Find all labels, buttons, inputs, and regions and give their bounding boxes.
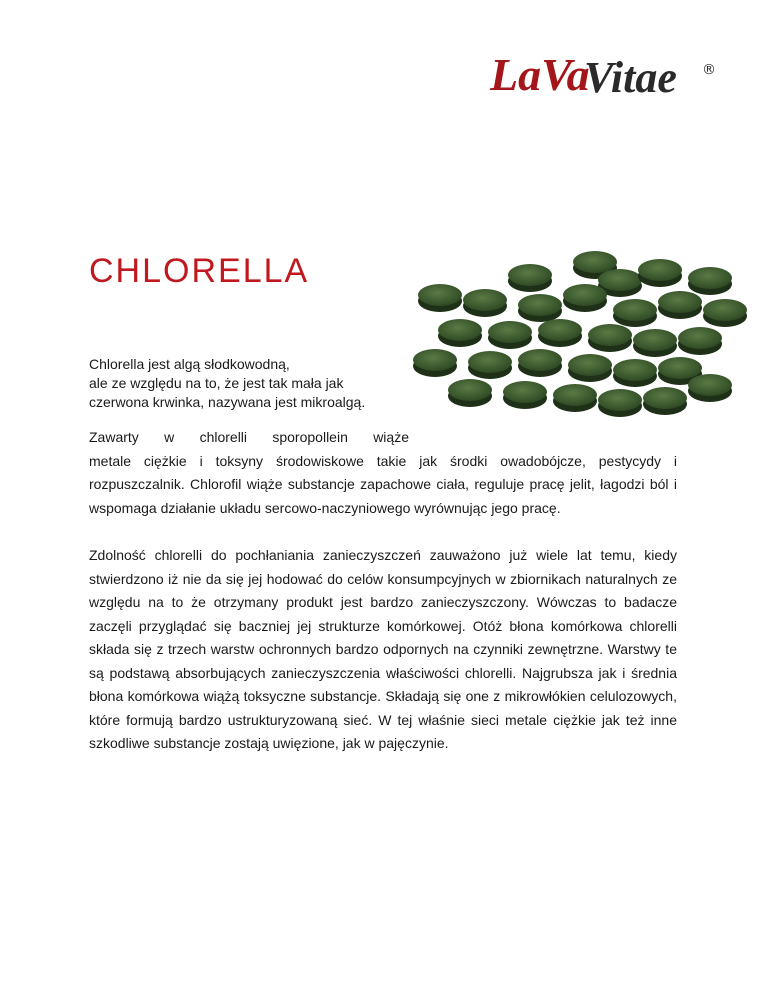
tablet: [658, 291, 702, 313]
tablet: [518, 294, 562, 316]
tablet: [643, 387, 687, 409]
tablet: [688, 267, 732, 289]
tablet: [418, 284, 462, 306]
tablet: [463, 289, 507, 311]
intro-line: Chlorella jest algą słodkowodną,: [89, 356, 290, 372]
paragraph-cell-membrane: Zdolność chlorelli do pochłaniania zanieczyszczeń zauważono już wiele lat temu, kiedy stwierdzono iż nie da się jej hodować do celów konsumpcyjnych w zbiornikach naturalnych ze względu na to że otrzymany produkt jest bardzo zanieczyszczony. Wówczas to badacze zaczęli przyglądać się baczniej jej strukturze komórkowej. Otóż błona komórkowa chlorelli składa się z trzech warstw ochronnych bardzo odpornych na czynniki zewnętrzne. Warstwy te są podstawą absorbujących zanieczyszczenia właściwości chlorelli. Najgrubsza jak i średnia błona komórkowa wiążą toksyczne substancje. Składają się one z mikrowłókien celulozowych, które formują bardzo ustrukturyzowaną sieć. W tej właśnie sieci metale ciężkie jak też inne szkodliwe substancje zostają uwięzione, jak w pajęczynie.: [89, 547, 677, 751]
tablet: [468, 351, 512, 373]
tablet: [658, 357, 702, 379]
page-title: CHLORELLA: [89, 252, 310, 290]
tablet: [638, 259, 682, 281]
paragraph-first-line: Zawarty w chlorelli sporopollein wiąże: [89, 429, 409, 445]
tablet: [678, 327, 722, 349]
tablet: [508, 264, 552, 286]
tablet: [598, 389, 642, 411]
intro-text: [89, 355, 409, 412]
tablet: [438, 319, 482, 341]
paragraph-body: metale ciężkie i toksyny środowiskowe takie jak środki owadobójcze, pestycydy i rozpuszczalnik. Chlorofil wiąże substancje zapachowe ciała, reguluje pracę jelit, łagodzi ból i wspomaga działanie układu sercowo-naczyniowego wyrównując jego pracę.: [89, 452, 677, 516]
tablet: [488, 321, 532, 343]
tablet: [553, 384, 597, 406]
tablet: [598, 269, 642, 291]
paragraph-sporopollein: [89, 426, 677, 520]
logo-lava-text: LaVa: [490, 49, 590, 100]
tablet: [538, 319, 582, 341]
tablet: [613, 299, 657, 321]
tablet: [633, 329, 677, 351]
registered-mark: ®: [702, 62, 716, 78]
chlorella-tablets-image: [410, 240, 750, 430]
intro-line: ale ze względu na to, że jest tak mała jak: [89, 375, 344, 391]
tablet: [688, 374, 732, 396]
tablet: [448, 379, 492, 401]
tablet: [568, 354, 612, 376]
tablet: [588, 324, 632, 346]
tablet: [563, 284, 607, 306]
tablet: [703, 299, 747, 321]
tablet: [613, 359, 657, 381]
tablet: [573, 251, 617, 273]
logo-vitae-text: Vitae: [584, 53, 677, 102]
tablet: [518, 349, 562, 371]
intro-line: czerwona krwinka, nazywana jest mikroalgą.: [89, 394, 366, 410]
tablet: [413, 349, 457, 371]
tablet: [503, 381, 547, 403]
lavavitae-logo: [488, 30, 724, 110]
